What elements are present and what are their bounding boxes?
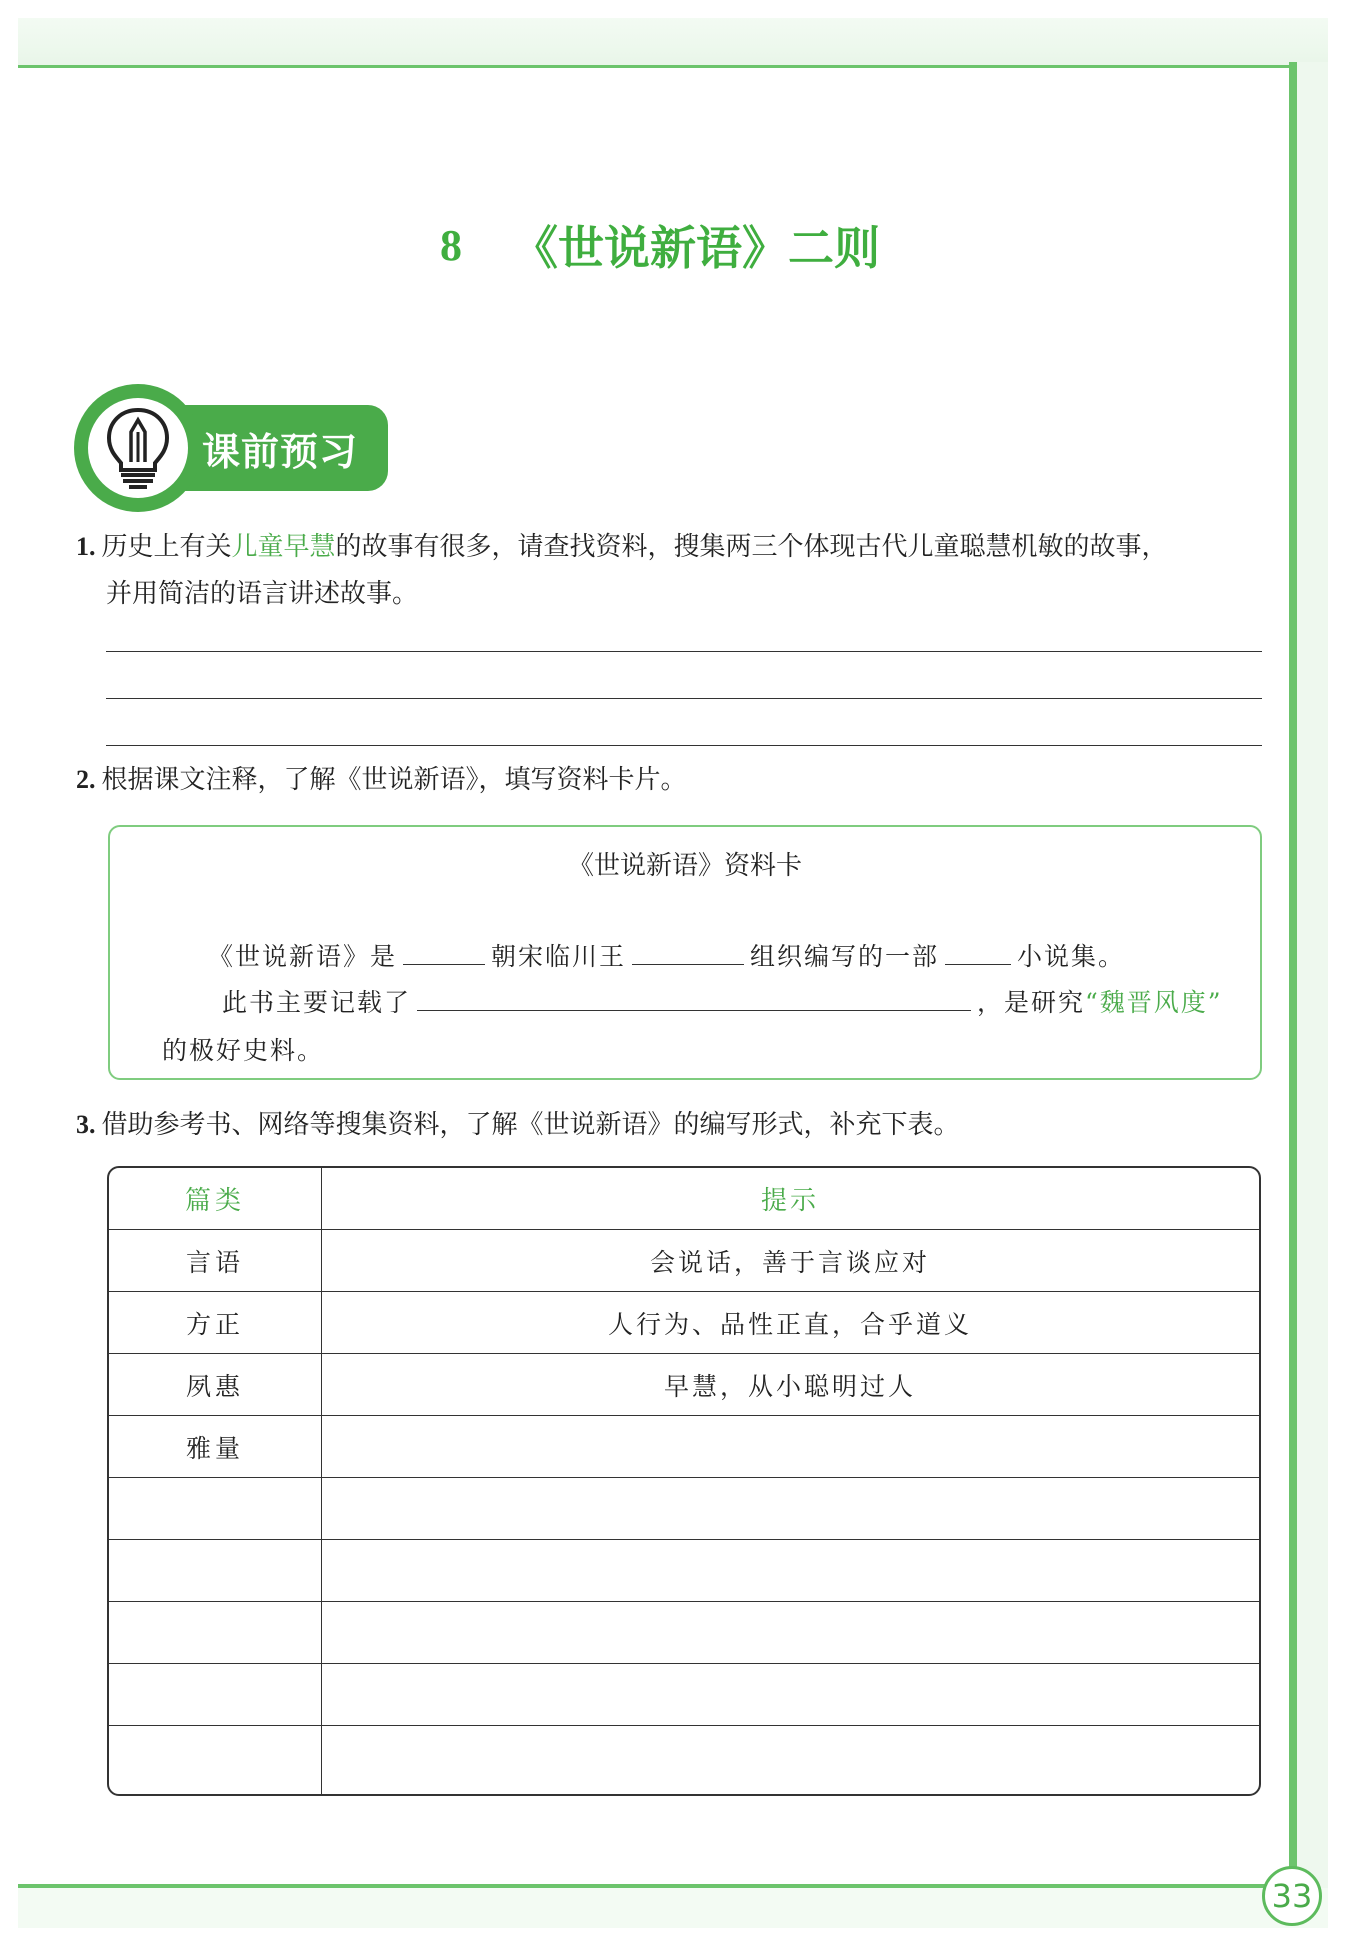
info-card-line-1 <box>208 937 1125 973</box>
info-card-line-3: 的极好史料。 <box>162 1036 325 1065</box>
question-1 <box>76 525 1168 569</box>
table-row <box>109 1354 1259 1416</box>
lesson-title <box>440 210 880 280</box>
question-1-text-before: 历史上有关 <box>101 532 232 562</box>
table-row <box>109 1602 1259 1664</box>
category-table <box>107 1166 1261 1796</box>
table-row <box>109 1416 1259 1478</box>
card-text-1a: 《世说新语》是 <box>208 942 398 971</box>
question-2-text: 根据课文注释，了解《世说新语》，填写资料卡片。 <box>101 765 687 795</box>
card-text-1b: 朝宋临川王 <box>491 942 627 971</box>
table-row <box>109 1230 1259 1292</box>
question-3-number: 3. <box>76 1110 96 1139</box>
table-cell-hint-blank[interactable] <box>321 1478 1259 1539</box>
question-2-number: 2. <box>76 765 96 794</box>
table-header-category: 篇类 <box>184 1186 245 1216</box>
section-badge-label: 课前预习 <box>202 429 359 474</box>
table-cell-hint-blank[interactable] <box>321 1602 1259 1663</box>
blank-genre[interactable] <box>945 939 1011 965</box>
table-cell-category-blank[interactable] <box>109 1478 321 1539</box>
question-2 <box>76 758 687 802</box>
table-cell-hint: 人行为、品性正直，合乎道义 <box>607 1309 972 1339</box>
card-text-1d: 小说集。 <box>1017 942 1126 971</box>
card-text-1c: 组织编写的一部 <box>750 942 940 971</box>
table-cell-category-blank[interactable] <box>109 1602 321 1663</box>
table-cell-category: 夙惠 <box>185 1371 244 1401</box>
table-header-row <box>109 1168 1259 1230</box>
question-3 <box>76 1103 960 1147</box>
table-cell-hint: 早慧，从小聪明过人 <box>663 1371 916 1401</box>
page-bottom-border <box>18 1884 1308 1888</box>
table-cell-category-blank[interactable] <box>109 1664 321 1725</box>
blank-dynasty[interactable] <box>403 939 485 965</box>
table-row <box>109 1726 1259 1796</box>
table-cell-category-blank[interactable] <box>109 1540 321 1601</box>
answer-line-1[interactable] <box>106 651 1262 652</box>
table-cell-category-blank[interactable] <box>109 1726 321 1796</box>
question-1-text-after: 的故事有很多，请查找资料，搜集两三个体现古代儿童聪慧机敏的故事， <box>335 532 1168 562</box>
table-cell-hint: 会说话，善于言谈应对 <box>649 1247 930 1277</box>
card-text-2a: 此书主要记载了 <box>222 988 412 1017</box>
info-card-title: 《世说新语》资料卡 <box>567 851 802 881</box>
question-1-number: 1. <box>76 532 96 561</box>
lightbulb-pencil-icon <box>88 398 188 498</box>
card-text-2b: ，是研究 <box>977 988 1086 1017</box>
card-text-2-quote: “魏晋风度” <box>1085 988 1223 1017</box>
page-bottom-fill <box>18 1888 1328 1928</box>
page-right-shade <box>1297 62 1328 1910</box>
table-row <box>109 1292 1259 1354</box>
info-card <box>108 825 1262 1080</box>
table-header-hint: 提示 <box>760 1186 819 1216</box>
page-right-border <box>1289 62 1297 1910</box>
table-cell-category: 言语 <box>185 1247 244 1277</box>
table-cell-hint-blank[interactable] <box>321 1416 1259 1477</box>
lesson-number: 8 <box>440 220 462 270</box>
table-row <box>109 1540 1259 1602</box>
question-1-highlight: 儿童早慧 <box>231 532 336 562</box>
table-cell-category: 雅量 <box>185 1433 244 1463</box>
question-3-text: 借助参考书、网络等搜集资料，了解《世说新语》的编写形式，补充下表。 <box>101 1110 960 1140</box>
table-cell-category: 方正 <box>185 1309 244 1339</box>
page-top-band <box>18 18 1328 68</box>
table-cell-hint-blank[interactable] <box>321 1664 1259 1725</box>
table-row <box>109 1664 1259 1726</box>
table-cell-hint-blank[interactable] <box>321 1540 1259 1601</box>
table-cell-hint-blank[interactable] <box>321 1726 1259 1796</box>
page-number: 33 <box>1262 1866 1322 1926</box>
answer-line-3[interactable] <box>106 745 1262 746</box>
question-1-line-2: 并用简洁的语言讲述故事。 <box>106 579 419 609</box>
table-row <box>109 1478 1259 1540</box>
lesson-title-text: 《世说新语》二则 <box>512 221 880 275</box>
blank-content[interactable] <box>417 985 971 1011</box>
blank-editor[interactable] <box>632 939 744 965</box>
info-card-line-2 <box>222 983 1223 1019</box>
answer-line-2[interactable] <box>106 698 1262 699</box>
